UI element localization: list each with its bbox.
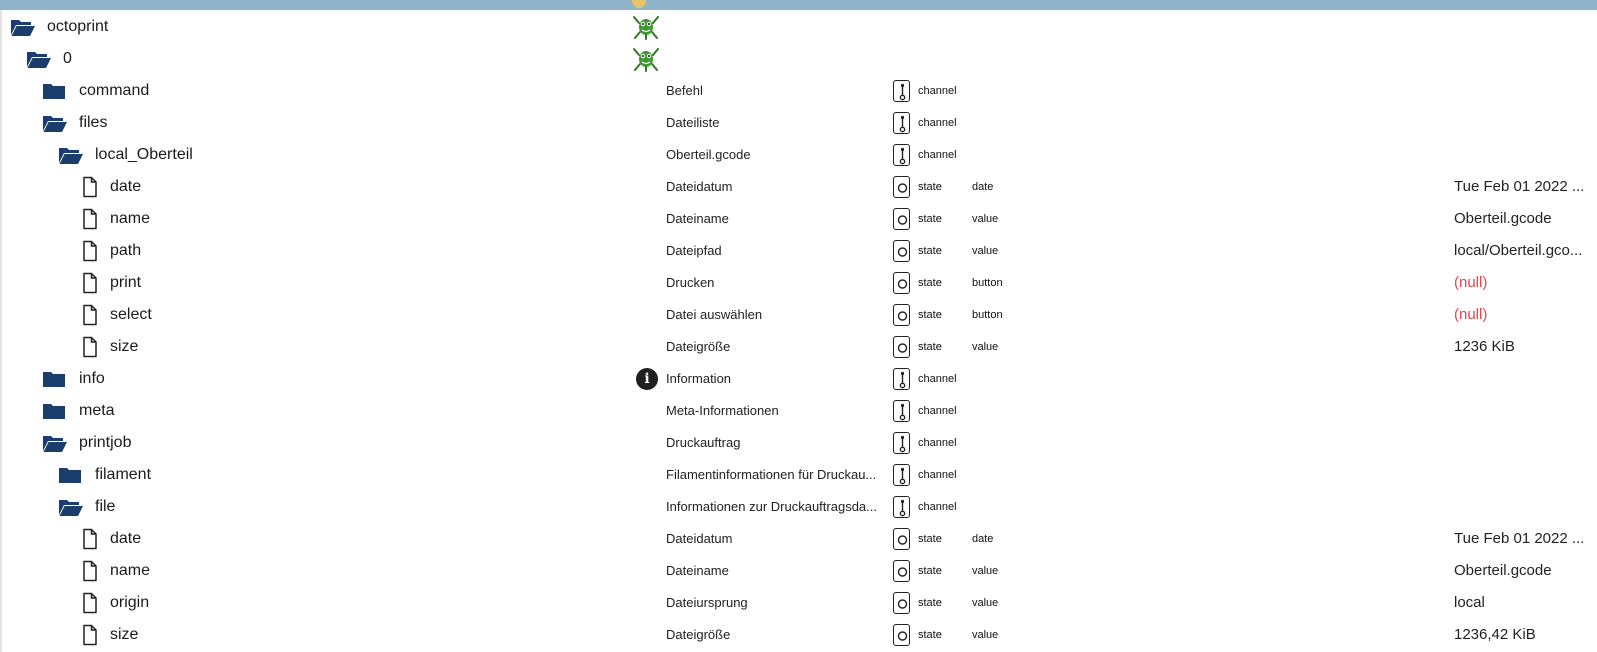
tree-row[interactable] (0, 395, 1597, 427)
folder-open-icon[interactable] (42, 113, 68, 138)
object-id-label: date (110, 178, 142, 195)
object-type: state (918, 245, 942, 257)
tree-row[interactable] (0, 299, 1597, 331)
state-icon (893, 240, 910, 262)
object-id-label: name (110, 210, 151, 227)
object-name: Dateidatum (666, 179, 733, 194)
file-icon (80, 272, 100, 299)
state-icon (893, 176, 910, 198)
object-role: value (972, 597, 999, 609)
object-type: state (918, 597, 942, 609)
object-role: value (972, 565, 999, 577)
folder-open-icon[interactable] (42, 433, 68, 458)
channel-icon (893, 144, 910, 166)
object-value[interactable]: Oberteil.gcode (1454, 210, 1552, 227)
object-role: date (972, 533, 994, 545)
object-type: state (918, 629, 942, 641)
file-icon (80, 208, 100, 235)
file-icon (80, 176, 100, 203)
object-value[interactable]: Oberteil.gcode (1454, 562, 1552, 579)
tree-row[interactable] (0, 331, 1597, 363)
object-id-label: printjob (79, 434, 132, 451)
file-icon (80, 528, 100, 555)
object-id-label: file (95, 498, 116, 515)
object-value[interactable]: (null) (1454, 306, 1488, 323)
object-name: Dateiursprung (666, 595, 748, 610)
object-type: state (918, 565, 942, 577)
folder-open-icon[interactable] (26, 49, 52, 74)
object-type: channel (918, 85, 957, 97)
object-type: channel (918, 501, 957, 513)
object-type: channel (918, 405, 957, 417)
object-name: Informationen zur Druckauftragsda... (666, 499, 877, 514)
channel-icon (893, 80, 910, 102)
file-icon (80, 336, 100, 363)
tree-row[interactable] (0, 491, 1597, 523)
object-id-label: files (79, 114, 108, 131)
channel-icon (893, 496, 910, 518)
info-icon: i (636, 368, 658, 390)
object-type: channel (918, 117, 957, 129)
object-role: value (972, 213, 999, 225)
object-id-label: date (110, 530, 142, 547)
object-name: Dateiname (666, 211, 729, 226)
object-id-label: meta (79, 402, 115, 419)
object-id-label: octoprint (47, 18, 109, 35)
object-id-label: 0 (63, 50, 72, 67)
octoprint-adapter-icon (632, 14, 660, 45)
object-name: Drucken (666, 275, 715, 290)
state-icon (893, 560, 910, 582)
object-type: state (918, 181, 942, 193)
object-id-label: select (110, 306, 152, 323)
file-icon (80, 304, 100, 331)
object-value[interactable]: Tue Feb 01 2022 ... (1454, 530, 1585, 547)
object-role: value (972, 341, 999, 353)
tree-row[interactable] (0, 523, 1597, 555)
object-id-label: print (110, 274, 142, 291)
tree-row[interactable] (0, 107, 1597, 139)
object-name: Datei auswählen (666, 307, 763, 322)
object-value[interactable]: local (1454, 594, 1485, 611)
object-name: Dateiliste (666, 115, 720, 130)
object-name: Dateidatum (666, 531, 733, 546)
object-role: button (972, 277, 1003, 289)
object-role: button (972, 309, 1003, 321)
tree-row[interactable] (0, 459, 1597, 491)
object-id-label: name (110, 562, 151, 579)
object-id-label: origin (110, 594, 150, 611)
state-icon (893, 592, 910, 614)
previous-row-header (0, 0, 1597, 10)
object-name: Befehl (666, 83, 703, 98)
object-type: channel (918, 149, 957, 161)
state-icon (893, 528, 910, 550)
object-id-label: command (79, 82, 150, 99)
object-id-label: size (110, 626, 139, 643)
object-type: state (918, 533, 942, 545)
object-value[interactable]: local/Oberteil.gco... (1454, 242, 1583, 259)
object-name: Filamentinformationen für Druckau... (666, 467, 877, 482)
tree-row[interactable] (0, 363, 1597, 395)
tree-row[interactable] (0, 139, 1597, 171)
object-name: Oberteil.gcode (666, 147, 751, 162)
tree-row[interactable] (0, 171, 1597, 203)
channel-icon (893, 400, 910, 422)
state-icon (893, 336, 910, 358)
object-value[interactable]: 1236,42 KiB (1454, 626, 1536, 643)
object-name: Information (666, 371, 732, 386)
tree-row[interactable] (0, 75, 1597, 107)
object-value[interactable]: 1236 KiB (1454, 338, 1515, 355)
object-type: state (918, 309, 942, 321)
folder-icon[interactable] (42, 369, 68, 394)
object-value[interactable]: Tue Feb 01 2022 ... (1454, 178, 1585, 195)
tree-row[interactable] (0, 235, 1597, 267)
object-id-label: info (79, 370, 105, 387)
tree-row[interactable] (0, 267, 1597, 299)
object-type: channel (918, 373, 957, 385)
object-name: Dateigröße (666, 339, 731, 354)
object-type: state (918, 277, 942, 289)
object-name: Dateigröße (666, 627, 731, 642)
object-role: value (972, 245, 999, 257)
channel-icon (893, 368, 910, 390)
object-value[interactable]: (null) (1454, 274, 1488, 291)
state-icon (893, 272, 910, 294)
folder-open-icon[interactable] (10, 17, 36, 42)
tree-row[interactable] (0, 43, 1597, 75)
file-icon (80, 560, 100, 587)
channel-icon (893, 112, 910, 134)
tree-row[interactable] (0, 427, 1597, 459)
octoprint-adapter-icon (632, 46, 660, 77)
object-role: value (972, 629, 999, 641)
folder-open-icon[interactable] (58, 145, 84, 170)
folder-icon[interactable] (42, 81, 68, 106)
state-icon (893, 304, 910, 326)
tree-row[interactable] (0, 11, 1597, 43)
file-icon (80, 624, 100, 651)
folder-open-icon[interactable] (58, 497, 84, 522)
tree-row[interactable] (0, 619, 1597, 651)
object-type: state (918, 213, 942, 225)
object-id-label: filament (95, 466, 152, 483)
folder-icon[interactable] (42, 401, 68, 426)
object-name: Meta-Informationen (666, 403, 779, 418)
object-name: Druckauftrag (666, 435, 741, 450)
adapter-icon (632, 0, 646, 8)
object-type: channel (918, 469, 957, 481)
file-icon (80, 240, 100, 267)
channel-icon (893, 432, 910, 454)
object-id-label: path (110, 242, 142, 259)
object-role: date (972, 181, 994, 193)
tree-row[interactable] (0, 587, 1597, 619)
tree-row[interactable] (0, 555, 1597, 587)
object-type: channel (918, 437, 957, 449)
file-icon (80, 592, 100, 619)
tree-row[interactable] (0, 203, 1597, 235)
object-name: Dateipfad (666, 243, 722, 258)
object-tree (0, 11, 1597, 651)
object-id-label: size (110, 338, 139, 355)
object-name: Dateiname (666, 563, 729, 578)
state-icon (893, 624, 910, 646)
state-icon (893, 208, 910, 230)
object-id-label: local_Oberteil (95, 146, 193, 163)
channel-icon (893, 464, 910, 486)
folder-icon[interactable] (58, 465, 84, 490)
object-type: state (918, 341, 942, 353)
